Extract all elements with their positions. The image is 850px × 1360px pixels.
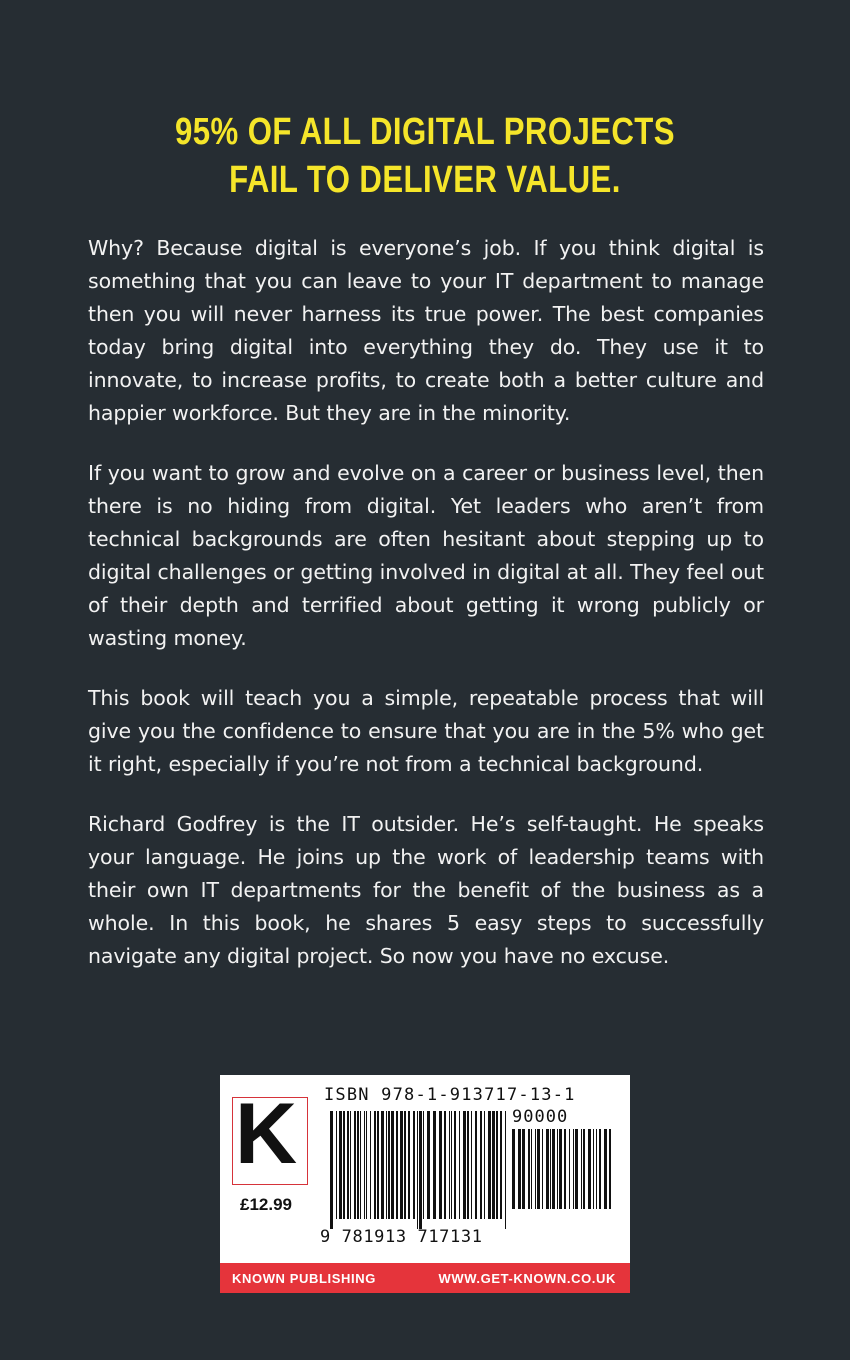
ean-barcode [330,1111,508,1229]
isbn-label: ISBN 978-1-913717-13-1 [324,1085,576,1105]
publisher-bar [220,1263,630,1293]
blurb-paragraph-3: This book will teach you a simple, repeatable process that will give you the confidence to ensure that you are in the 5% who get it right, especially if you’re not from a technical background. [88,686,764,776]
blurb [88,232,764,1000]
blurb-paragraph-4: Richard Godfrey is the IT outsider. He’s self-taught. He speaks your language. He joins up the work of leadership teams with their own IT departments for the benefit of the business as a whole. In this book, he shares 5 easy steps to successfully navigate any digital project. So now you have no excuse. [88,812,764,968]
price-label: £12.99 [240,1195,292,1214]
publisher-url: WWW.GET-KNOWN.CO.UK [438,1271,616,1286]
ean-digits: 9 781913 717131 [320,1227,483,1247]
publisher-name: KNOWN PUBLISHING [232,1271,376,1286]
logo-letter: K [235,1086,298,1182]
headline-line-2: FAIL TO DELIVER VALUE. [229,159,621,201]
blurb-paragraph-1: Why? Because digital is everyone’s job. If you think digital is something that you can leave to your IT department to manage then you will never harness its true power. The best companies today bring digital into everything they do. They use it to innovate, to increase profits, to create both a better culture and happier workforce. But they are in the minority. [88,236,764,425]
publisher-logo [232,1086,308,1185]
headline-line-1: 95% OF ALL DIGITAL PROJECTS [175,111,675,153]
addon-code: 90000 [512,1107,569,1127]
headline [77,108,774,204]
addon-barcode [512,1129,612,1209]
barcode-box [220,1075,630,1293]
blurb-paragraph-2: If you want to grow and evolve on a career or business level, then there is no hiding from digital. Yet leaders who aren’t from technical backgrounds are often hesitant about stepping up to digital challenges or getting involved in digital at all. They feel out of their depth and terrified about getting it wrong publicly or wasting money. [88,461,764,650]
